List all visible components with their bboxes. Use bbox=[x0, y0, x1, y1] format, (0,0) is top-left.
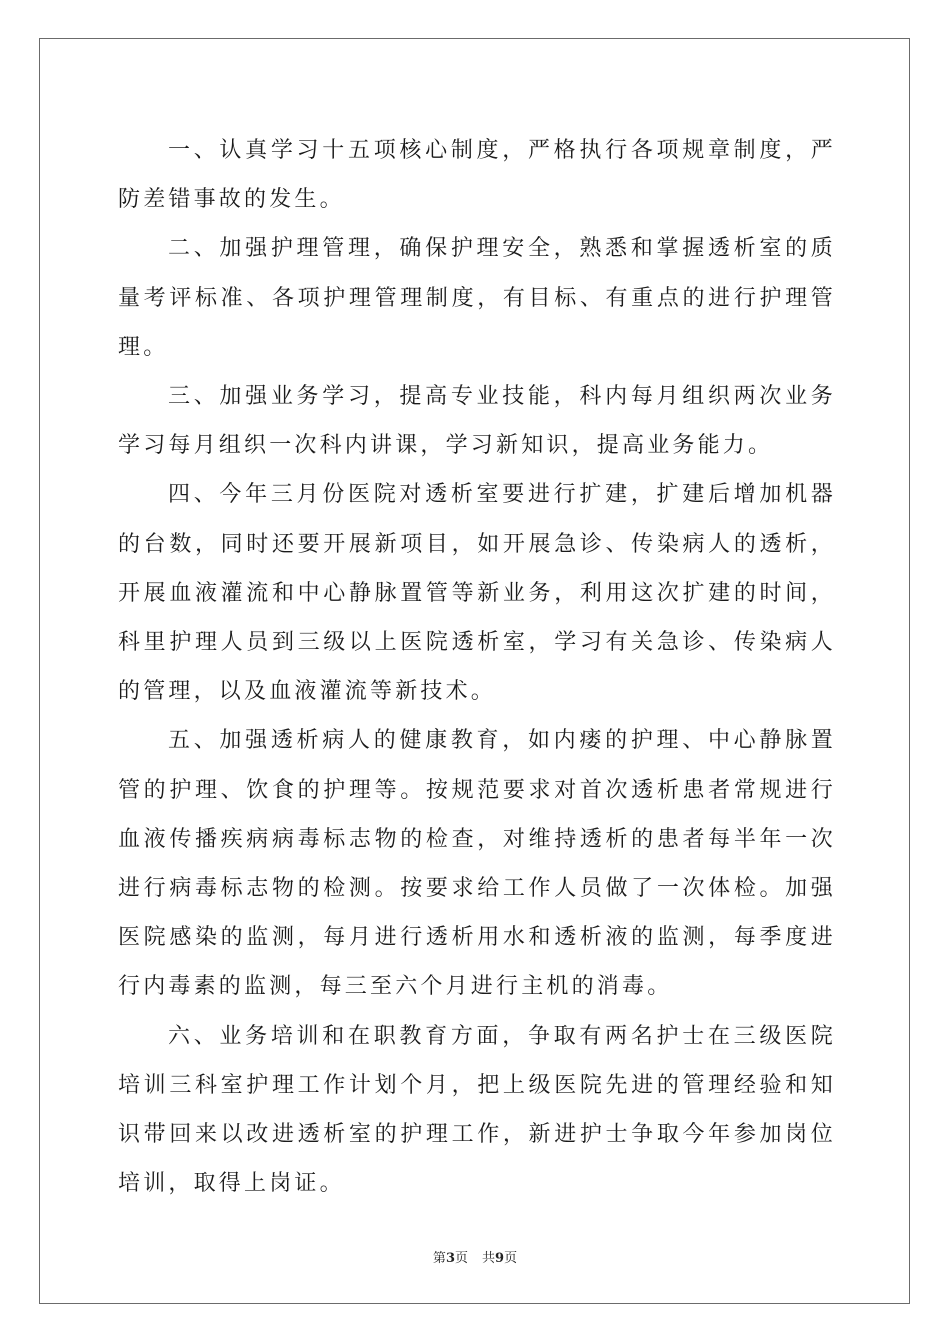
document-body bbox=[118, 126, 836, 1208]
paragraph-4: 四、今年三月份医院对透析室要进行扩建，扩建后增加机器的台数，同时还要开展新项目，如开展急诊、传染病人的透析，开展血液灌流和中心静脉置管等新业务，利用这次扩建的时间，科里护理人员到三级以上医院透析室，学习有关急诊、传染病人的管理，以及血液灌流等新技术。 bbox=[118, 482, 836, 705]
total-pages-number: 9 bbox=[495, 1251, 505, 1266]
page-prefix: 第 bbox=[432, 1251, 446, 1266]
paragraph-2: 二、加强护理管理，确保护理安全，熟悉和掌握透析室的质量考评标准、各项护理管理制度，有目标、有重点的进行护理管理。 bbox=[118, 236, 836, 360]
page-suffix: 页 bbox=[454, 1251, 468, 1266]
total-prefix: 共 bbox=[482, 1251, 496, 1266]
paragraph-1: 一、认真学习十五项核心制度，严格执行各项规章制度，严防差错事故的发生。 bbox=[118, 138, 836, 213]
total-suffix: 页 bbox=[504, 1251, 518, 1266]
paragraph-6: 六、业务培训和在职教育方面，争取有两名护士在三级医院培训三科室护理工作计划个月，把上级医院先进的管理经验和知识带回来以改进透析室的护理工作，新进护士争取今年参加岗位培训，取得上岗证。 bbox=[118, 1023, 836, 1197]
page-footer bbox=[0, 1247, 950, 1266]
current-page-number: 3 bbox=[445, 1251, 455, 1266]
paragraph-3: 三、加强业务学习，提高专业技能，科内每月组织两次业务学习每月组织一次科内讲课，学习新知识，提高业务能力。 bbox=[118, 384, 836, 459]
paragraph-5: 五、加强透析病人的健康教育，如内瘘的护理、中心静脉置管的护理、饮食的护理等。按规范要求对首次透析患者常规进行血液传播疾病病毒标志物的检查，对维持透析的患者每半年一次进行病毒标志物的检测。按要求给工作人员做了一次体检。加强医院感染的监测，每月进行透析用水和透析液的监测，每季度进行内毒素的监测，每三至六个月进行主机的消毒。 bbox=[118, 728, 836, 1000]
